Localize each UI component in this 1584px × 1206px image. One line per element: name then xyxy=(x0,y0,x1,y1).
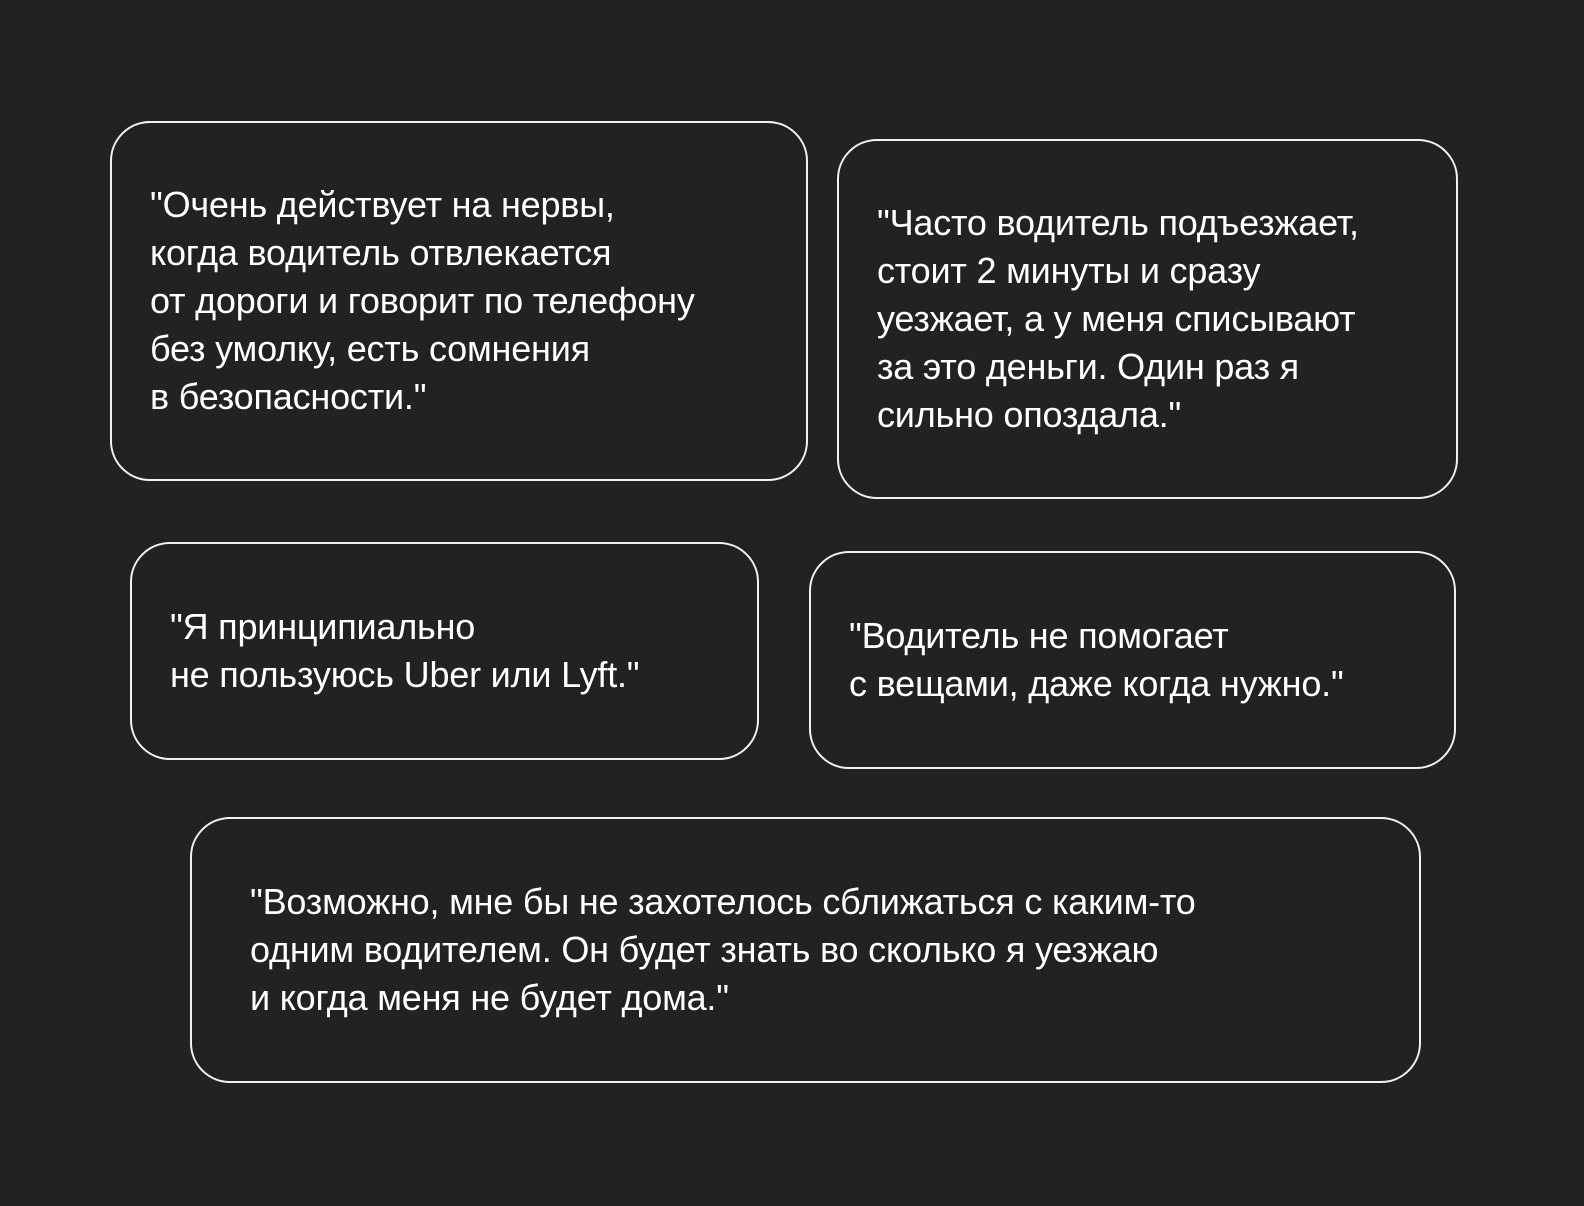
quote-card-1 xyxy=(110,121,808,481)
quote-line: стоит 2 минуты и сразу xyxy=(877,250,1261,291)
quote-line: "Водитель не помогает xyxy=(849,615,1229,656)
quote-line: "Часто водитель подъезжает, xyxy=(877,202,1359,243)
quote-line: сильно опоздала." xyxy=(877,394,1182,435)
quote-line: когда водитель отвлекается xyxy=(150,232,612,273)
quote-card-3 xyxy=(130,542,759,760)
quote-line: уезжает, а у меня списывают xyxy=(877,298,1356,339)
quote-card-4 xyxy=(809,551,1456,769)
quote-line: "Я принципиально xyxy=(170,606,476,647)
quote-line: за это деньги. Один раз я xyxy=(877,346,1299,387)
quote-line: не пользуюсь Uber или Lyft." xyxy=(170,654,640,695)
quote-line: "Очень действует на нервы, xyxy=(150,184,615,225)
quote-line: в безопасности." xyxy=(150,376,427,417)
quote-line: и когда меня не будет дома." xyxy=(250,977,729,1018)
quote-line: от дороги и говорит по телефону xyxy=(150,280,695,321)
quote-card-2 xyxy=(837,139,1458,499)
quote-line: с вещами, даже когда нужно." xyxy=(849,663,1344,704)
quote-card-5 xyxy=(190,817,1421,1083)
quote-line: "Возможно, мне бы не захотелось сближаться с каким-то xyxy=(250,881,1196,922)
quote-line: без умолку, есть сомнения xyxy=(150,328,590,369)
quote-line: одним водителем. Он будет знать во сколько я уезжаю xyxy=(250,929,1159,970)
